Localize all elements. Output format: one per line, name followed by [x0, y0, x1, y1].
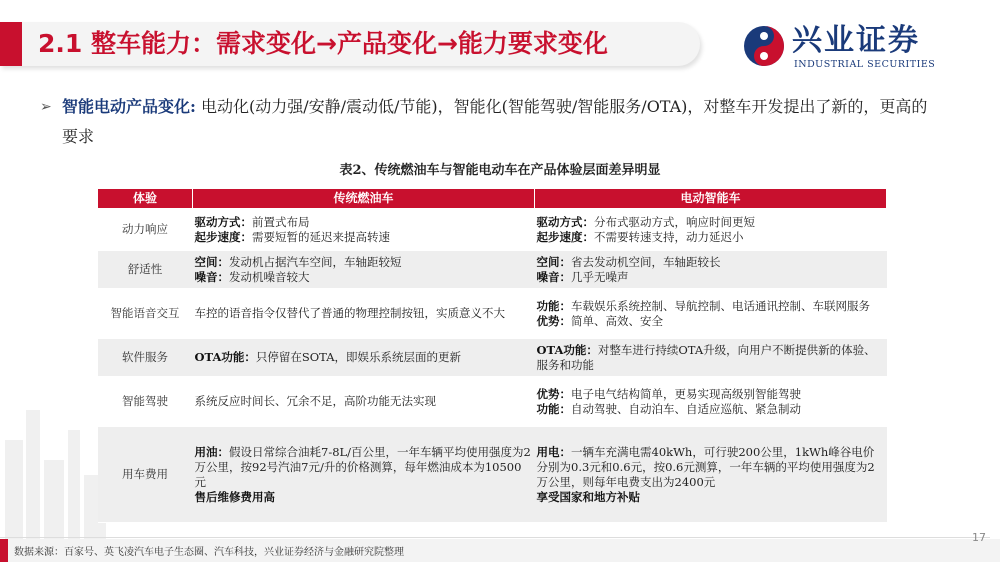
logo-name-en: INDUSTRIAL SECURITIES — [794, 59, 936, 70]
line-key: OTA功能： — [536, 342, 598, 357]
ice-line — [195, 255, 533, 270]
ev-cell — [535, 339, 887, 377]
header-ice: 传统燃油车 — [193, 189, 535, 209]
ice-line — [195, 230, 533, 245]
line-value: 几乎无噪声 — [571, 269, 629, 284]
bullet-text: 电动化(动力强/安静/震动低/节能)，智能化(智能驾驶/智能服务/OTA)，对整车开发提出了新的，更高的要求 — [62, 97, 928, 146]
page-title: 2.1 整车能力：需求变化→产品变化→能力要求变化 — [38, 29, 608, 58]
line-value: 车控的语音指令仅替代了普通的物理控制按钮，实质意义不大 — [194, 306, 505, 320]
line-value: 发动机噪音较大 — [229, 269, 310, 284]
line-key: 噪音： — [194, 269, 229, 284]
line-value: 前置式布局 — [252, 214, 310, 229]
ev-line — [537, 299, 885, 314]
row-category: 智能语音交互 — [98, 289, 193, 339]
table-row — [98, 339, 887, 377]
ice-cell — [193, 339, 535, 377]
row-category: 智能驾驶 — [98, 377, 193, 427]
ev-line — [537, 270, 885, 285]
table-title: 表2、传统燃油车与智能电动车在产品体验层面差异明显 — [339, 163, 661, 178]
ev-line — [537, 343, 885, 373]
row-category: 动力响应 — [98, 209, 193, 251]
line-value: 车载娱乐系统控制、导航控制、电话通讯控制、车联网服务 — [571, 298, 870, 313]
line-key: 驱动方式： — [536, 214, 594, 229]
ev-cell — [535, 251, 887, 289]
line-key: 空间： — [536, 254, 571, 269]
table-row — [98, 427, 887, 523]
ice-line — [195, 215, 533, 230]
line-value: 省去发动机空间，车轴距较长 — [571, 254, 721, 269]
line-key: 噪音： — [536, 269, 571, 284]
ev-cell — [535, 289, 887, 339]
ev-cell — [535, 209, 887, 251]
bullet-label: 智能电动产品变化: — [62, 97, 196, 116]
table-row — [98, 289, 887, 339]
ice-cell — [193, 427, 535, 523]
page-number: 17 — [972, 531, 986, 544]
header-ev: 电动智能车 — [535, 189, 887, 209]
bullet-point — [40, 92, 932, 152]
comparison-table — [97, 188, 887, 523]
ev-line — [537, 230, 885, 245]
ice-line — [195, 350, 533, 365]
table-row — [98, 251, 887, 289]
company-logo — [742, 22, 942, 72]
row-category: 用车费用 — [98, 427, 193, 523]
row-category: 舒适性 — [98, 251, 193, 289]
line-key: 功能： — [536, 298, 571, 313]
line-value: 不需要转速支持，动力延迟小 — [594, 229, 744, 244]
ev-cell — [535, 427, 887, 523]
header-experience: 体验 — [98, 189, 193, 209]
table-header-row — [98, 189, 887, 209]
ice-cell — [193, 209, 535, 251]
ice-cell — [193, 289, 535, 339]
source-note: 数据来源：百家号、英飞凌汽车电子生态圈、汽车科技，兴业证券经济与金融研究院整理 — [14, 547, 404, 558]
line-value: 系统反应时间长、冗余不足，高阶功能无法实现 — [194, 394, 436, 408]
ev-line — [537, 402, 885, 417]
ice-line — [195, 490, 533, 505]
header-accent — [0, 22, 22, 66]
ev-cell — [535, 377, 887, 427]
line-key: 享受国家和地方补贴 — [536, 489, 640, 504]
ice-cell — [193, 251, 535, 289]
line-key: 起步速度： — [536, 229, 594, 244]
line-value: 假设日常综合油耗7-8L/百公里，一年车辆平均使用强度为2万公里，按92号汽油7元/升的价格测算，每年燃油成本为10500元 — [194, 444, 531, 489]
table-row — [98, 209, 887, 251]
line-value: 需要短暂的延迟来提高转速 — [252, 229, 390, 244]
ev-line — [537, 215, 885, 230]
line-key: OTA功能： — [194, 350, 256, 364]
ev-line — [537, 387, 885, 402]
ev-line — [537, 445, 885, 490]
ice-cell — [193, 377, 535, 427]
row-category: 软件服务 — [98, 339, 193, 377]
line-value: 简单、高效、安全 — [571, 313, 663, 328]
line-value: 一辆车充满电需40kWh，可行驶200公里，1kWh峰谷电价分别为0.3元和0.6元，按0.6元测算，一年车辆的平均使用强度为2万公里，则每年电费支出为2400元 — [536, 444, 875, 489]
line-value: 电子电气结构简单，更易实现高级别智能驾驶 — [571, 386, 801, 401]
line-value: 只停留在SOTA，即娱乐系统层面的更新 — [255, 350, 462, 364]
ev-line — [537, 314, 885, 329]
ev-line — [537, 490, 885, 505]
footer-accent — [0, 539, 8, 562]
line-key: 功能： — [536, 401, 571, 416]
line-key: 售后维修费用高 — [194, 489, 275, 504]
line-key: 起步速度： — [194, 229, 252, 244]
line-key: 空间： — [194, 254, 229, 269]
line-key: 优势： — [536, 313, 571, 328]
logo-name-cn: 兴业证券 — [792, 23, 920, 58]
line-key: 驱动方式： — [194, 214, 252, 229]
line-value: 对整车进行持续OTA升级，向用户不断提供新的体验、服务和功能 — [536, 342, 876, 372]
table-row — [98, 377, 887, 427]
company-swirl-icon — [742, 24, 786, 68]
ice-line — [195, 394, 533, 409]
ice-line — [195, 445, 533, 490]
ev-line — [537, 255, 885, 270]
footer-divider — [0, 537, 990, 538]
ice-line — [195, 270, 533, 285]
line-value: 分布式驱动方式，响应时间更短 — [594, 214, 755, 229]
arrow-bullet-icon: ➢ — [40, 99, 52, 115]
line-key: 用油： — [194, 444, 229, 459]
line-key: 用电： — [536, 444, 571, 459]
ice-line — [195, 306, 533, 321]
line-key: 优势： — [536, 386, 571, 401]
line-value: 发动机占据汽车空间，车轴距较短 — [229, 254, 402, 269]
line-value: 自动驾驶、自动泊车、自适应巡航、紧急制动 — [571, 401, 801, 416]
